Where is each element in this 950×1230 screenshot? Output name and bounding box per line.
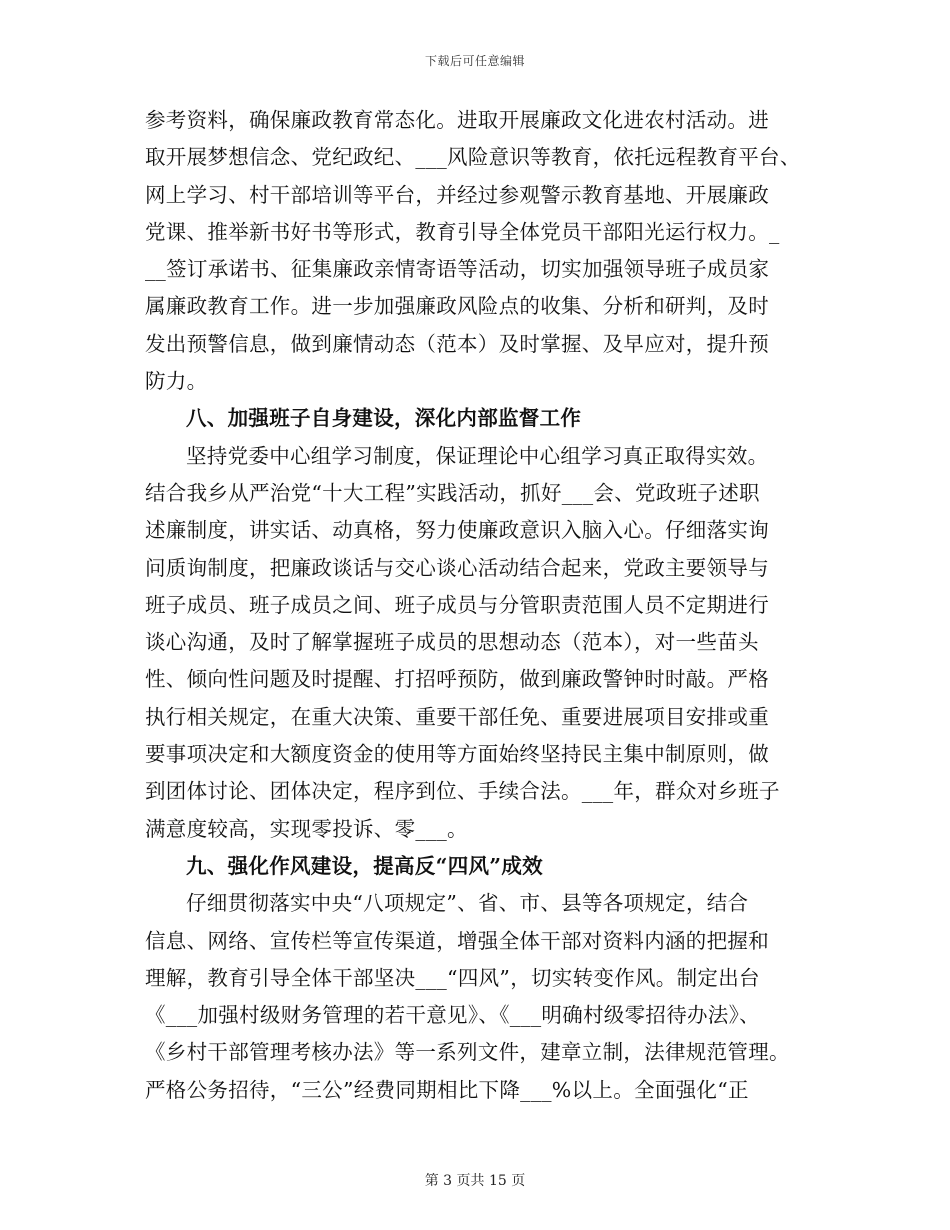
- paragraph-line: 《乡村干部管理考核办法》等一系列文件，建章立制，法律规范管理。: [145, 1040, 790, 1065]
- paragraph-line: 网上学习、村干部培训等平台，并经过参观警示教育基地、开展廉政: [145, 182, 769, 207]
- paragraph-line: 执行相关规定，在重大决策、重要干部任免、重要进展项目安排或重: [145, 704, 769, 729]
- page-number: 第 3 页共 15 页: [424, 1173, 526, 1189]
- paragraph-line: 防力。: [145, 369, 208, 394]
- paragraph-line: 严格公务招待，“三公”经费同期相比下降___%以上。全面强化“正: [145, 1077, 749, 1102]
- paragraph-line: 谈心沟通，及时了解掌握班子成员的思想动态（范本），对一些苗头: [145, 630, 759, 655]
- document-body: [145, 102, 825, 1109]
- paragraph-line: 班子成员、班子成员之间、班子成员与分管职责范围人员不定期进行: [145, 592, 769, 617]
- paragraph-line: 参考资料，确保廉政教育常态化。进取开展廉政文化进农村活动。进: [145, 108, 769, 132]
- paragraph-line: 满意度较高，实现零投诉、零___。: [145, 816, 468, 841]
- section-heading-8: 八、加强班子自身建设，深化内部监督工作: [186, 406, 582, 431]
- paragraph-line: 坚持党委中心组学习制度，保证理论中心组学习真正取得实效。: [186, 443, 769, 468]
- paragraph-line: 要事项决定和大额度资金的使用等方面始终坚持民主集中制原则，做: [145, 742, 769, 767]
- paragraph-line: 问质询制度，把廉政谈话与交心谈心活动结合起来，党政主要领导与: [145, 555, 769, 580]
- paragraph-line: 属廉政教育工作。进一步加强廉政风险点的收集、分析和研判，及时: [145, 294, 769, 319]
- paragraph-line: 党课、推举新书好书等形式，教育引导全体党员干部阳光运行权力。_: [145, 219, 780, 244]
- paragraph-line: 到团体讨论、团体决定，程序到位、手续合法。___年，群众对乡班子: [145, 779, 780, 804]
- paragraph-line: 发出预警信息，做到廉情动态（范本）及时掌握、及早应对，提升预: [145, 331, 769, 356]
- paragraph-line: 述廉制度，讲实话、动真格，努力使廉政意识入脑入心。仔细落实询: [145, 518, 769, 543]
- paragraph-line: __签订承诺书、征集廉政亲情寄语等活动，切实加强领导班子成员家: [145, 257, 770, 282]
- section-heading-9: 九、强化作风建设，提高反“四风”成效: [186, 853, 543, 878]
- paragraph-line: 《___加强村级财务管理的若干意见》、《___明确村级零招待办法》、: [145, 1003, 760, 1028]
- paragraph-line: 信息、网络、宣传栏等宣传渠道，增强全体干部对资料内涵的把握和: [145, 928, 769, 953]
- paragraph-line: 理解，教育引导全体干部坚决___“四风”，切实转变作风。制定出台: [145, 965, 760, 990]
- paragraph-line: 结合我乡从严治党“十大工程”实践活动，抓好___会、党政班子述职: [145, 480, 760, 505]
- page-header: 下载后可任意编辑: [424, 54, 525, 68]
- paragraph-line: 性、倾向性问题及时提醒、打招呼预防，做到廉政警钟时时敲。严格: [145, 667, 769, 692]
- paragraph-line: 取开展梦想信念、党纪政纪、___风险意识等教育，依托远程教育平台、: [145, 145, 801, 170]
- paragraph-line: 仔细贯彻落实中央“八项规定”、省、市、县等各项规定，结合: [186, 891, 749, 916]
